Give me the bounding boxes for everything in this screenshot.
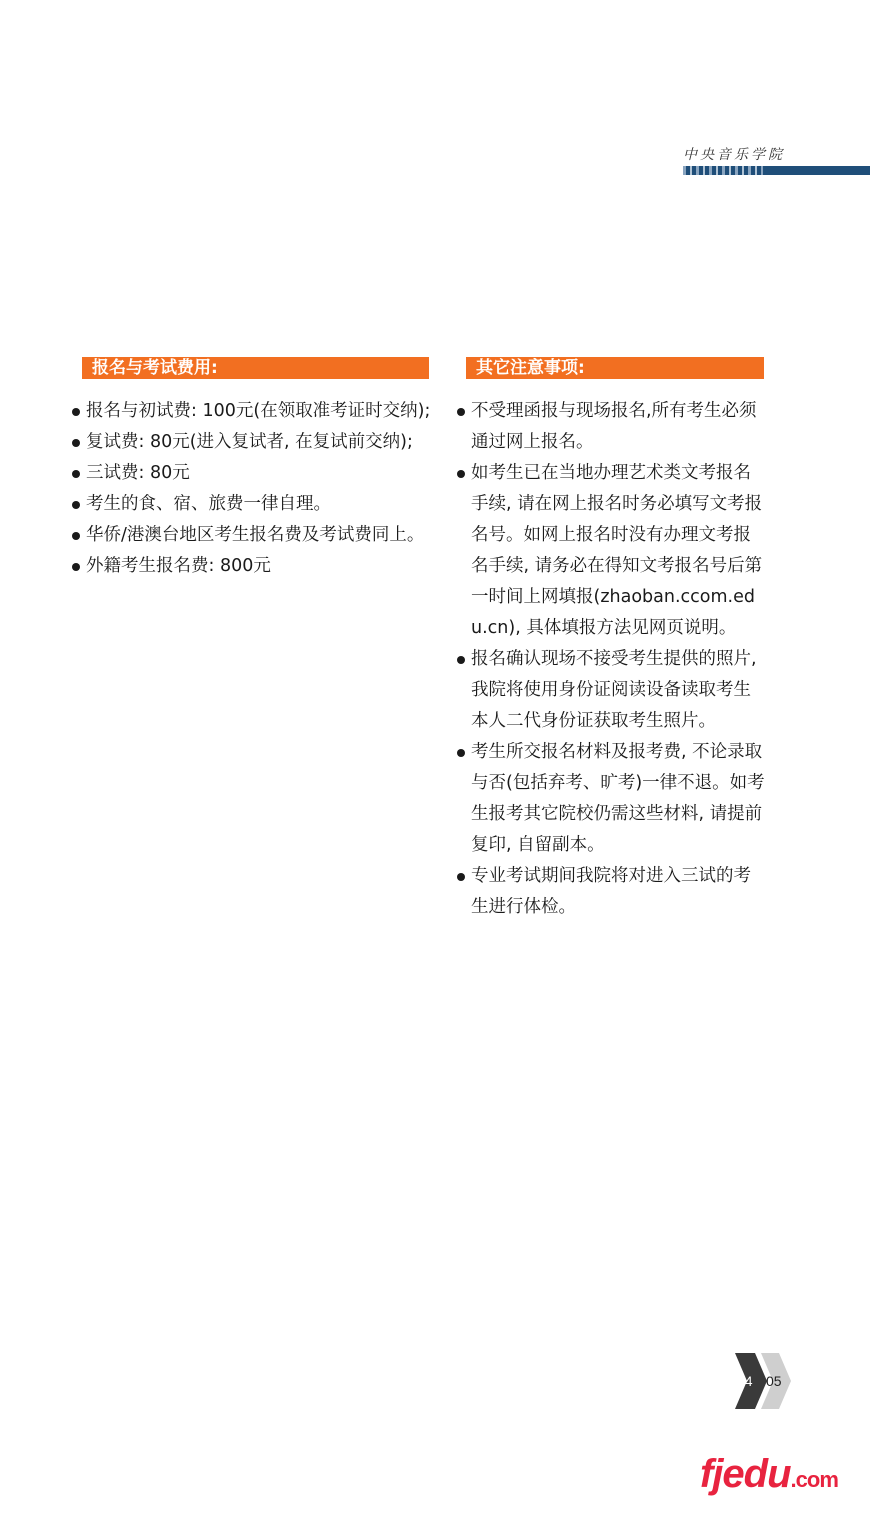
- note-item-text: 专业考试期间我院将对进入三试的考生进行体检。: [471, 866, 751, 917]
- watermark-suffix: .com: [790, 1467, 838, 1492]
- note-item: [457, 737, 767, 861]
- brand-logo-text: 中央音乐学院: [683, 147, 785, 163]
- bullet-icon: [457, 749, 465, 757]
- fee-item-text: 复试费: 80元(进入复试者, 在复试前交纳);: [86, 432, 413, 452]
- section-title-fees: 报名与考试费用:: [82, 357, 429, 379]
- note-item-text: 考生所交报名材料及报考费, 不论录取与否(包括弃考、旷考)一律不退。如考生报考其它院校仍需这些材料, 请提前复印, 自留副本。: [471, 742, 765, 855]
- fee-item: [72, 458, 452, 489]
- note-item: [457, 458, 767, 644]
- bullet-icon: [72, 470, 80, 478]
- note-item: [457, 396, 767, 458]
- brand-bar-texture: [683, 166, 763, 175]
- fee-item: [72, 427, 452, 458]
- fee-item-text: 外籍考生报名费: 800元: [86, 556, 271, 576]
- fee-item: [72, 489, 452, 520]
- fees-list: [72, 396, 452, 582]
- bullet-icon: [72, 439, 80, 447]
- bullet-icon: [457, 656, 465, 664]
- page-number-right: 05: [766, 1373, 782, 1389]
- watermark-logo: [700, 1452, 838, 1497]
- notes-list: [457, 396, 767, 923]
- bullet-icon: [457, 408, 465, 416]
- note-item-text: 不受理函报与现场报名,所有考生必须通过网上报名。: [471, 401, 757, 452]
- fee-item: [72, 551, 452, 582]
- note-item: [457, 861, 767, 923]
- bullet-icon: [72, 408, 80, 416]
- section-title-notes: 其它注意事项:: [466, 357, 764, 379]
- bullet-icon: [72, 563, 80, 571]
- fee-item-text: 报名与初试费: 100元(在领取准考证时交纳);: [86, 401, 431, 421]
- note-item-text: 报名确认现场不接受考生提供的照片, 我院将使用身份证阅读设备读取考生本人二代身份证获取考生照片。: [471, 649, 763, 731]
- fee-item-text: 华侨/港澳台地区考生报名费及考试费同上。: [86, 525, 425, 545]
- page-number-badge: [733, 1353, 793, 1409]
- fee-item-text: 考生的食、宿、旅费一律自理。: [86, 494, 331, 514]
- bullet-icon: [72, 501, 80, 509]
- note-item: [457, 644, 767, 737]
- note-item-text: 如考生已在当地办理艺术类文考报名手续, 请在网上报名时务必填写文考报名号。如网上报名时没有办理文考报名手续, 请务必在得知文考报名号后第一时间上网填报(zhaoban.ccom.edu.cn), 具体填报方法见网页说明。: [471, 463, 763, 638]
- bullet-icon: [457, 873, 465, 881]
- bullet-icon: [72, 532, 80, 540]
- bullet-icon: [457, 470, 465, 478]
- fee-item-text: 三试费: 80元: [86, 463, 190, 483]
- fee-item: [72, 520, 452, 551]
- watermark-main: fjedu: [700, 1452, 791, 1496]
- fee-item: [72, 396, 452, 427]
- page-number-left: 04: [737, 1373, 753, 1389]
